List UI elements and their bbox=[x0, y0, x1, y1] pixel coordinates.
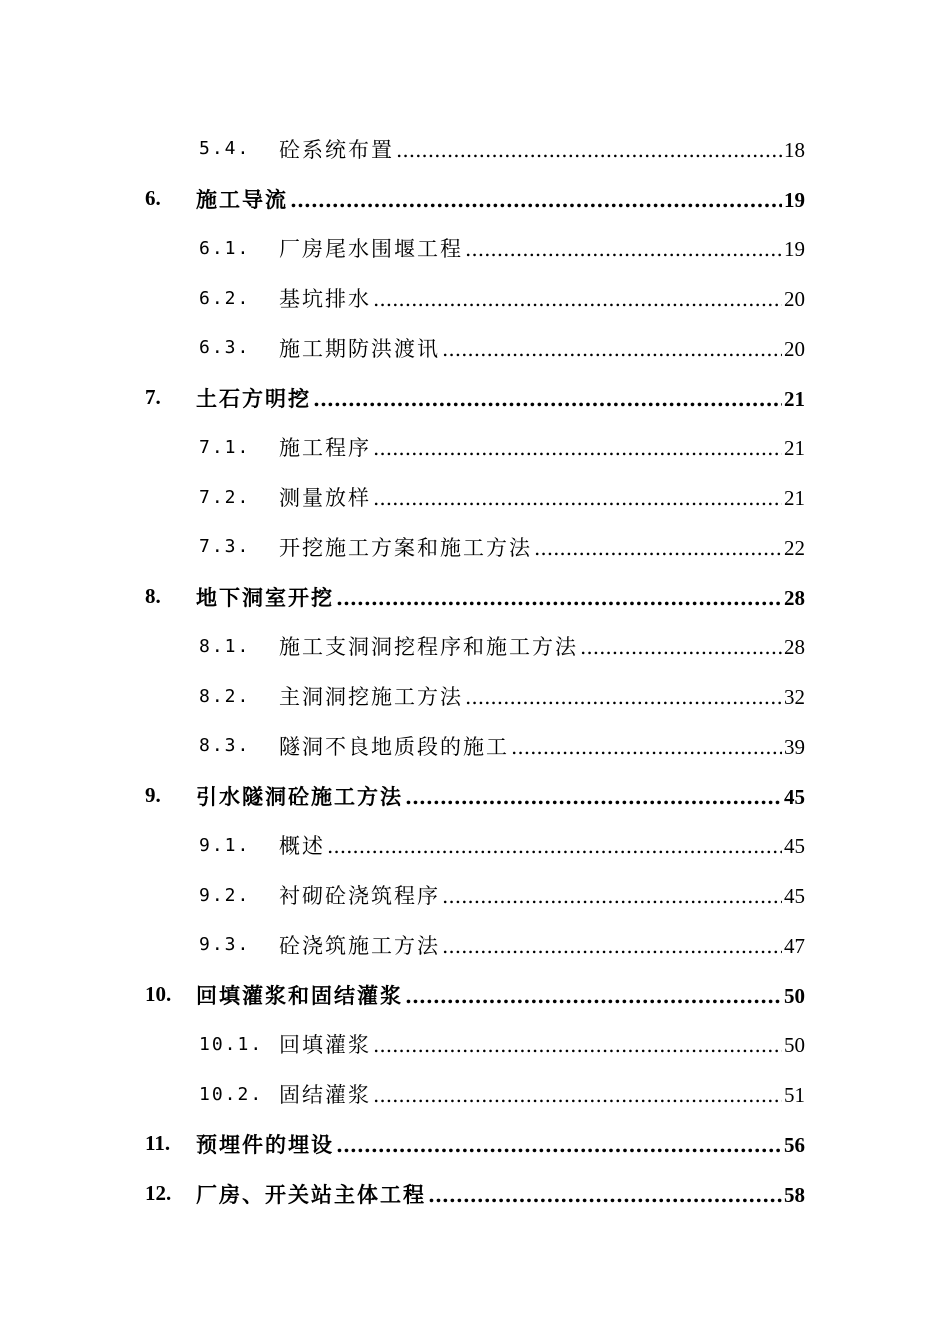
toc-section-entry[interactable] bbox=[0, 273, 950, 323]
toc-entry-title: 施工支洞洞挖程序和施工方法 bbox=[279, 635, 578, 660]
toc-section-entry[interactable] bbox=[0, 224, 950, 274]
toc-entry-title: 厂房、开关站主体工程 bbox=[196, 1181, 426, 1207]
toc-entry-line bbox=[279, 283, 805, 313]
toc-chapter-entry[interactable] bbox=[0, 771, 950, 821]
dot-leader bbox=[373, 1083, 782, 1107]
toc-entry-page-number: 50 bbox=[784, 983, 805, 1008]
toc-entry-title: 基坑排水 bbox=[279, 287, 371, 312]
toc-entry-page-number: 45 bbox=[784, 834, 805, 859]
dot-leader bbox=[373, 287, 782, 311]
toc-entry-page-number: 28 bbox=[784, 635, 805, 660]
toc-entry-line bbox=[279, 631, 805, 661]
dot-leader bbox=[442, 337, 782, 361]
toc-entry-number: 10.1. bbox=[199, 1033, 264, 1055]
toc-chapter-entry[interactable] bbox=[0, 1169, 950, 1219]
dot-leader bbox=[428, 1183, 782, 1207]
toc-entry-title: 施工程序 bbox=[279, 436, 371, 461]
toc-entry-page-number: 32 bbox=[784, 685, 805, 710]
toc-entry-number: 6.1. bbox=[199, 237, 251, 259]
toc-entry-number: 7. bbox=[145, 385, 161, 410]
dot-leader bbox=[373, 1033, 782, 1057]
dot-leader bbox=[580, 635, 782, 659]
toc-entry-number: 10. bbox=[145, 982, 172, 1007]
toc-entry-number: 8. bbox=[145, 584, 161, 609]
toc-entry-title: 主洞洞挖施工方法 bbox=[279, 685, 463, 710]
toc-section-entry[interactable] bbox=[0, 323, 950, 373]
toc-entry-number: 5.4. bbox=[199, 138, 251, 160]
toc-section-entry[interactable] bbox=[0, 721, 950, 771]
toc-entry-number: 6.3. bbox=[199, 337, 251, 359]
toc-entry-title: 固结灌浆 bbox=[279, 1083, 371, 1108]
toc-entry-page-number: 47 bbox=[784, 933, 805, 958]
toc-entry-page-number: 50 bbox=[784, 1033, 805, 1058]
toc-entry-number: 6.2. bbox=[199, 287, 251, 309]
toc-entry-page-number: 56 bbox=[784, 1132, 805, 1157]
toc-entry-title: 土石方明挖 bbox=[196, 385, 311, 411]
toc-chapter-entry[interactable] bbox=[0, 174, 950, 224]
dot-leader bbox=[396, 138, 782, 162]
toc-entry-title: 砼系统布置 bbox=[279, 137, 394, 162]
toc-entry-line bbox=[279, 134, 805, 164]
dot-leader bbox=[336, 1133, 782, 1157]
toc-entry-line bbox=[279, 482, 805, 512]
toc-entry-page-number: 19 bbox=[784, 187, 805, 212]
toc-entry-page-number: 58 bbox=[784, 1182, 805, 1207]
toc-entry-title: 测量放样 bbox=[279, 486, 371, 511]
dot-leader bbox=[313, 387, 782, 411]
toc-entry-title: 隧洞不良地质段的施工 bbox=[279, 734, 509, 759]
toc-entry-line bbox=[279, 731, 805, 761]
toc-entry-title: 衬砌砼浇筑程序 bbox=[279, 884, 440, 909]
toc-entry-number: 11. bbox=[145, 1131, 171, 1156]
toc-entry-title: 回填灌浆和固结灌浆 bbox=[196, 982, 403, 1008]
toc-entry-number: 8.3. bbox=[199, 735, 251, 757]
toc-chapter-entry[interactable] bbox=[0, 970, 950, 1020]
toc-chapter-entry[interactable] bbox=[0, 373, 950, 423]
toc-entry-line bbox=[196, 184, 805, 214]
toc-entry-page-number: 18 bbox=[784, 137, 805, 162]
toc-entry-line bbox=[279, 233, 805, 263]
toc-entry-number: 6. bbox=[145, 186, 161, 211]
toc-entry-line bbox=[279, 681, 805, 711]
toc-entry-title: 预埋件的埋设 bbox=[196, 1131, 334, 1157]
toc-entry-page-number: 21 bbox=[784, 386, 805, 411]
toc-entry-line bbox=[279, 432, 805, 462]
toc-entry-title: 引水隧洞砼施工方法 bbox=[196, 783, 403, 809]
toc-entry-title: 砼浇筑施工方法 bbox=[279, 933, 440, 958]
toc-section-entry[interactable] bbox=[0, 821, 950, 871]
toc-entry-title: 施工期防洪渡讯 bbox=[279, 336, 440, 361]
toc-entry-line bbox=[196, 980, 805, 1010]
toc-entry-number: 8.1. bbox=[199, 635, 251, 657]
dot-leader bbox=[405, 984, 782, 1008]
toc-entry-page-number: 22 bbox=[784, 535, 805, 560]
toc-section-entry[interactable] bbox=[0, 622, 950, 672]
dot-leader bbox=[373, 436, 782, 460]
toc-entry-page-number: 45 bbox=[784, 784, 805, 809]
toc-entry-line bbox=[279, 830, 805, 860]
dot-leader bbox=[373, 486, 782, 510]
dot-leader bbox=[465, 237, 782, 261]
dot-leader bbox=[290, 188, 782, 212]
toc-entry-line bbox=[196, 1129, 805, 1159]
toc-section-entry[interactable] bbox=[0, 920, 950, 970]
toc-entry-number: 8.2. bbox=[199, 685, 251, 707]
toc-entry-line bbox=[279, 1079, 805, 1109]
dot-leader bbox=[534, 536, 782, 560]
toc-entry-line bbox=[196, 781, 805, 811]
toc-entry-line bbox=[196, 1179, 805, 1209]
toc-entry-number: 7.1. bbox=[199, 436, 251, 458]
toc-entry-line bbox=[279, 532, 805, 562]
toc-entry-page-number: 39 bbox=[784, 734, 805, 759]
toc-entry-page-number: 51 bbox=[784, 1083, 805, 1108]
toc-entry-number: 9.2. bbox=[199, 884, 251, 906]
toc-entry-number: 10.2. bbox=[199, 1083, 264, 1105]
toc-entry-number: 9.1. bbox=[199, 834, 251, 856]
toc-entry-line bbox=[279, 880, 805, 910]
toc-entry-page-number: 20 bbox=[784, 336, 805, 361]
dot-leader bbox=[327, 834, 782, 858]
dot-leader bbox=[465, 685, 782, 709]
dot-leader bbox=[442, 934, 782, 958]
toc-section-entry[interactable] bbox=[0, 1069, 950, 1119]
toc-entry-title: 施工导流 bbox=[196, 186, 288, 212]
toc-entry-page-number: 28 bbox=[784, 585, 805, 610]
toc-section-entry[interactable] bbox=[0, 472, 950, 522]
toc-entry-line bbox=[279, 930, 805, 960]
toc-entry-title: 地下洞室开挖 bbox=[196, 584, 334, 610]
toc-entry-line bbox=[196, 582, 805, 612]
dot-leader bbox=[405, 785, 782, 809]
toc-chapter-entry[interactable] bbox=[0, 1119, 950, 1169]
toc-entry-page-number: 19 bbox=[784, 237, 805, 262]
toc-entry-line bbox=[196, 383, 805, 413]
toc-entry-title: 开挖施工方案和施工方法 bbox=[279, 535, 532, 560]
toc-entry-page-number: 21 bbox=[784, 436, 805, 461]
toc-entry-page-number: 21 bbox=[784, 486, 805, 511]
toc-section-entry[interactable] bbox=[0, 522, 950, 572]
dot-leader bbox=[511, 735, 782, 759]
toc-entry-page-number: 45 bbox=[784, 884, 805, 909]
toc-section-entry[interactable] bbox=[0, 1020, 950, 1070]
toc-entry-number: 9. bbox=[145, 783, 161, 808]
toc-entry-number: 7.3. bbox=[199, 536, 251, 558]
toc-entry-line bbox=[279, 333, 805, 363]
toc-section-entry[interactable] bbox=[0, 124, 950, 174]
toc-section-entry[interactable] bbox=[0, 423, 950, 473]
toc-entry-line bbox=[279, 1029, 805, 1059]
toc-section-entry[interactable] bbox=[0, 671, 950, 721]
toc-entry-number: 9.3. bbox=[199, 934, 251, 956]
dot-leader bbox=[336, 586, 782, 610]
toc-entry-title: 厂房尾水围堰工程 bbox=[279, 237, 463, 262]
toc-entry-page-number: 20 bbox=[784, 287, 805, 312]
toc-entry-number: 12. bbox=[145, 1181, 172, 1206]
dot-leader bbox=[442, 884, 782, 908]
toc-entry-number: 7.2. bbox=[199, 486, 251, 508]
toc-entry-title: 回填灌浆 bbox=[279, 1033, 371, 1058]
toc-entry-title: 概述 bbox=[279, 834, 325, 859]
toc-chapter-entry[interactable] bbox=[0, 572, 950, 622]
toc-section-entry[interactable] bbox=[0, 870, 950, 920]
table-of-contents bbox=[0, 124, 950, 1219]
